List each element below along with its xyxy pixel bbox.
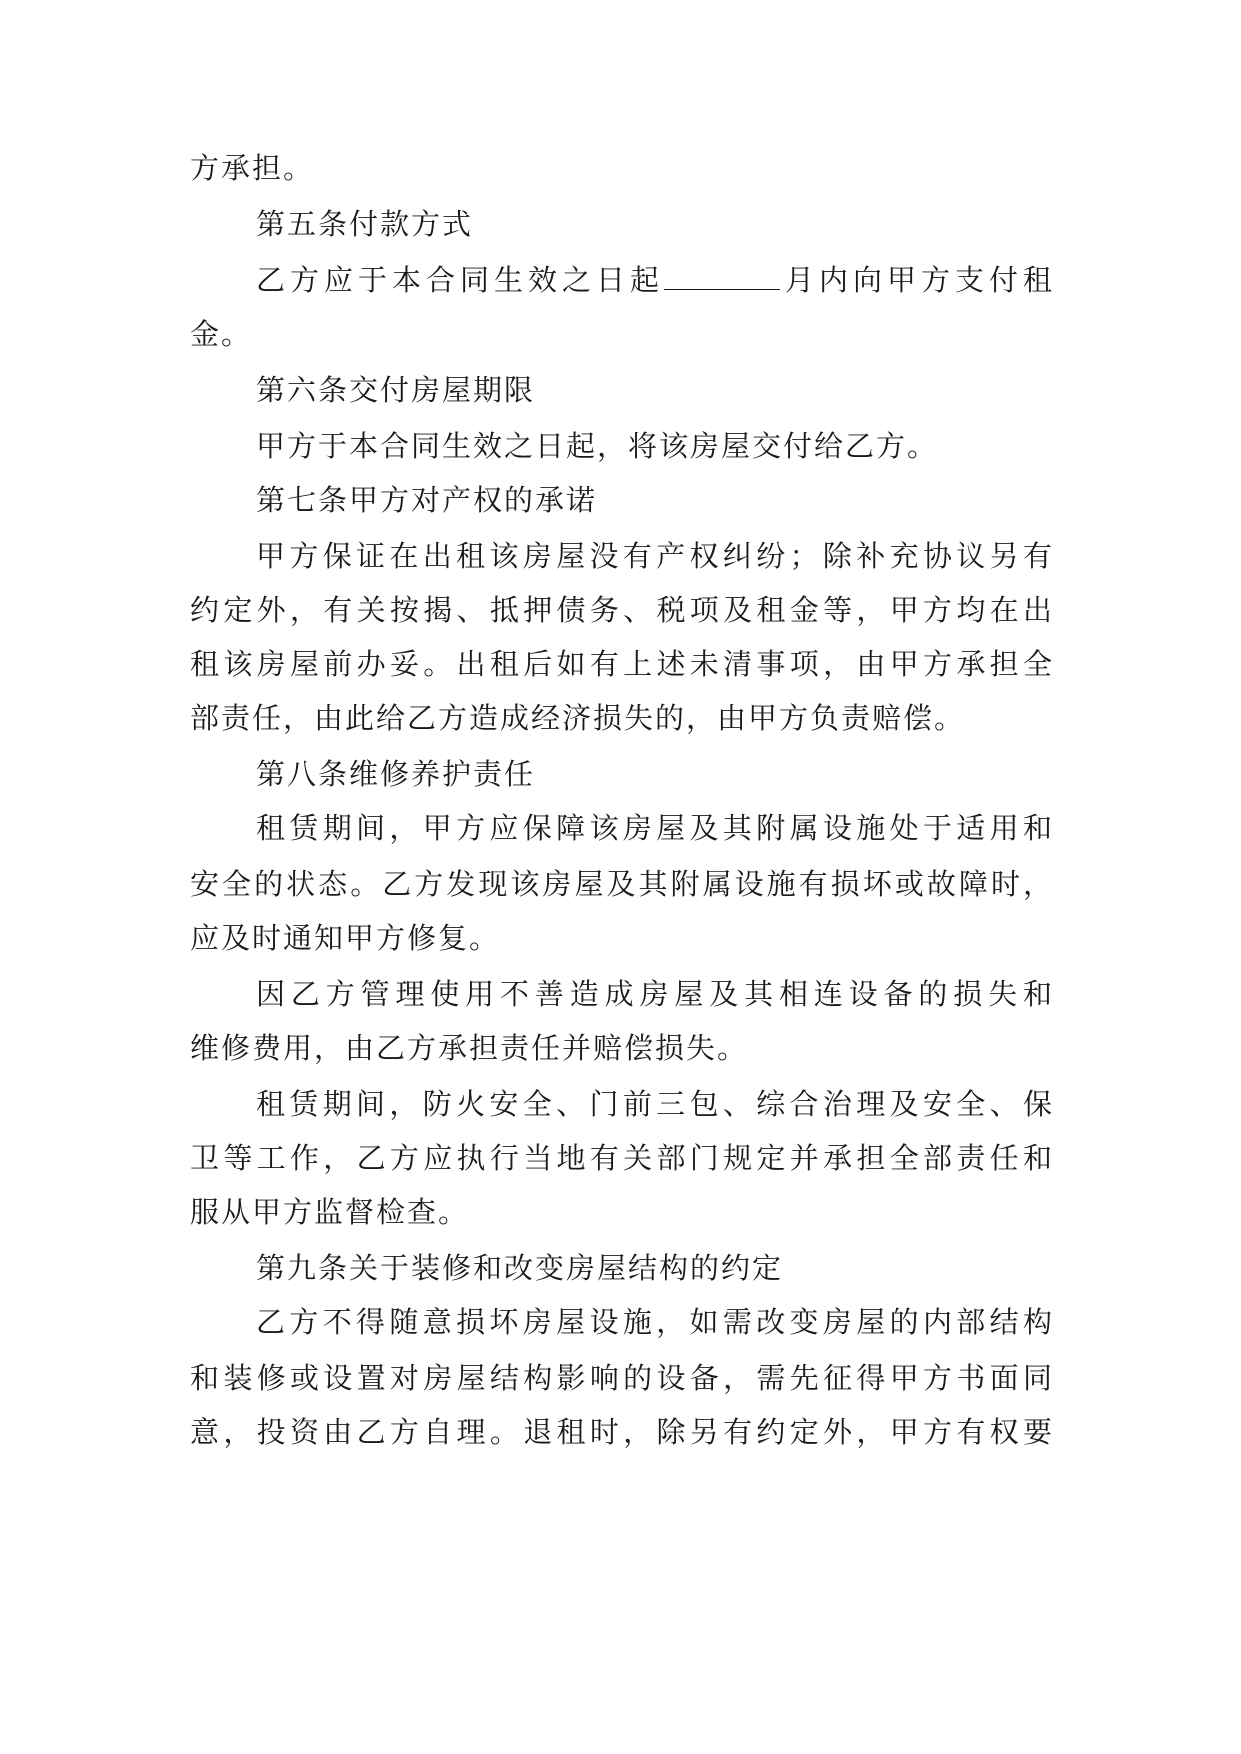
text-line: 意，投资由乙方自理。退租时，除另有约定外，甲方有权要	[190, 1415, 1052, 1449]
text-line: 因乙方管理使用不善造成房屋及其相连设备的损失和	[256, 977, 1052, 1011]
text-line: 应及时通知甲方修复。	[190, 921, 501, 955]
text-line: 卫等工作，乙方应执行当地有关部门规定并承担全部责任和	[190, 1141, 1052, 1175]
text-line: 方承担。	[190, 151, 315, 185]
text-line: 乙方不得随意损坏房屋设施，如需改变房屋的内部结构	[256, 1305, 1052, 1339]
text-line: 甲方于本合同生效之日起，将该房屋交付给乙方。	[256, 429, 939, 463]
text-line: 甲方保证在出租该房屋没有产权纠纷；除补充协议另有	[256, 539, 1052, 573]
text-line: 约定外，有关按揭、抵押债务、税项及租金等，甲方均在出	[190, 593, 1052, 627]
text-line: 和装修或设置对房屋结构影响的设备，需先征得甲方书面同	[190, 1361, 1052, 1395]
text-line: 部责任，由此给乙方造成经济损失的，由甲方负责赔偿。	[190, 701, 966, 735]
fill-in-blank	[664, 259, 780, 290]
text-segment: 月内向甲方支付租	[779, 263, 1052, 297]
text-line: 租赁期间，防火安全、门前三包、综合治理及安全、保	[256, 1087, 1052, 1121]
text-line: 金。	[190, 317, 253, 351]
section-heading-article-7: 第七条甲方对产权的承诺	[256, 483, 598, 517]
text-line: 服从甲方监督检查。	[190, 1195, 470, 1229]
text-line: 安全的状态。乙方发现该房屋及其附属设施有损坏或故障时，	[190, 867, 1052, 901]
section-heading-article-9: 第九条关于装修和改变房屋结构的约定	[256, 1251, 784, 1285]
text-line-with-blank	[256, 256, 1052, 304]
section-heading-article-5: 第五条付款方式	[256, 207, 474, 241]
text-line: 租该房屋前办妥。出租后如有上述未清事项，由甲方承担全	[190, 647, 1052, 681]
text-line: 维修费用，由乙方承担责任并赔偿损失。	[190, 1031, 749, 1065]
text-line: 租赁期间，甲方应保障该房屋及其附属设施处于适用和	[256, 811, 1052, 845]
text-segment: 乙方应于本合同生效之日起	[256, 263, 664, 297]
section-heading-article-6: 第六条交付房屋期限	[256, 373, 536, 407]
section-heading-article-8: 第八条维修养护责任	[256, 757, 536, 791]
